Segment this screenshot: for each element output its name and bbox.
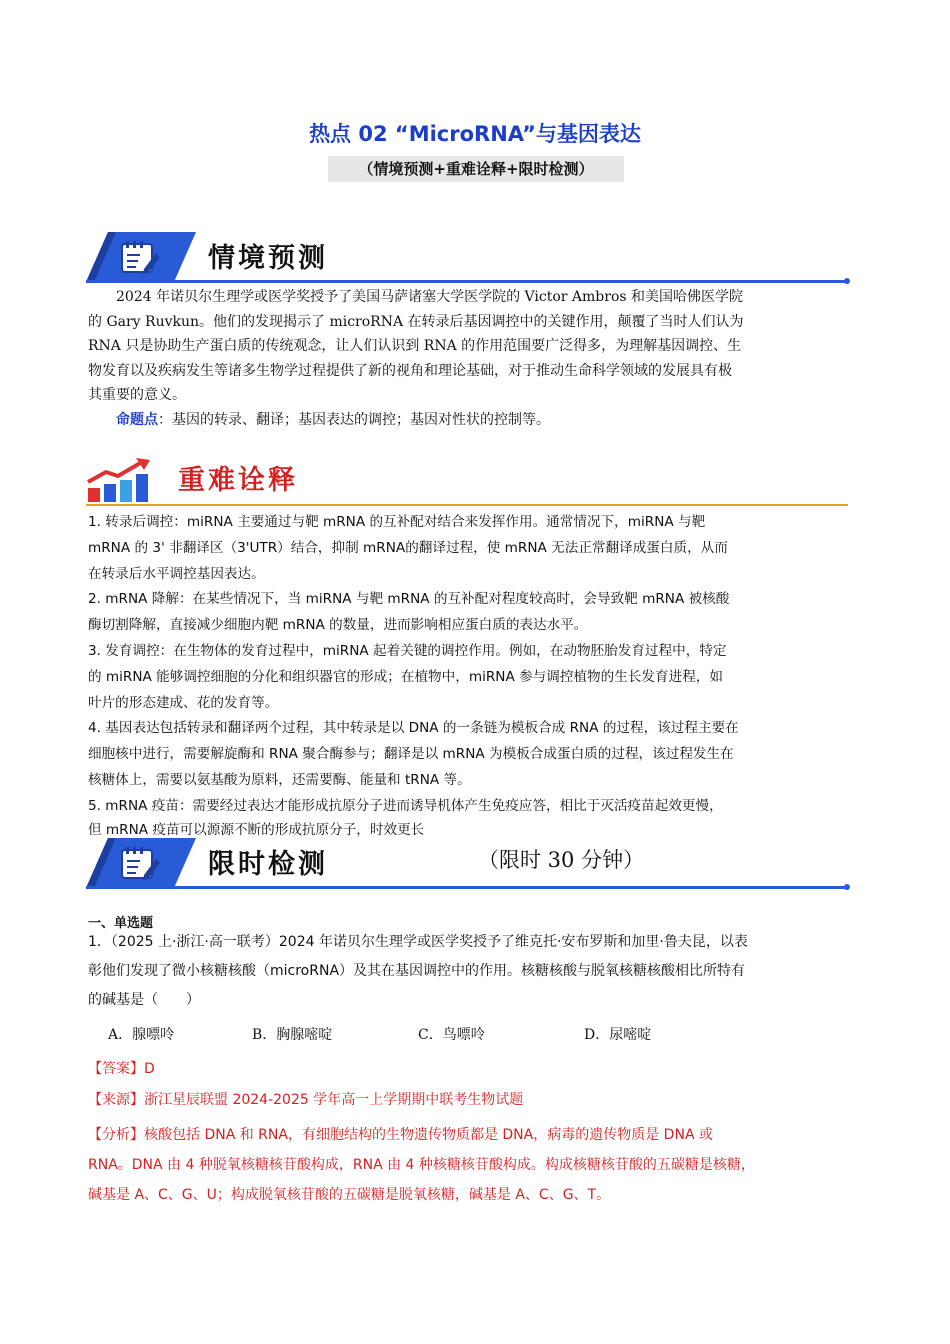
- context-line: 其重要的意义。: [88, 387, 186, 403]
- analysis-line: 【分析】核酸包括 DNA 和 RNA，有细胞结构的生物遗传物质都是 DNA，病毒的遗传物质是 DNA 或: [88, 1127, 713, 1143]
- time-limit-note: （限时 30 分钟）: [478, 848, 645, 872]
- section-heading-explain: 重难诠释: [178, 465, 298, 496]
- page-subtitle: （情境预测+重难诠释+限时检测）: [328, 156, 624, 182]
- section-rule: [86, 280, 848, 283]
- section-rule-dot: [844, 278, 850, 284]
- explain-line: 4. 基因表达包括转录和翻译两个过程，其中转录是以 DNA 的一条链为模板合成 RNA 的过程，该过程主要在: [88, 720, 739, 737]
- topic-line: [88, 408, 864, 433]
- context-line: RNA 只是协助生产蛋白质的传统观念，让人们认识到 RNA 的作用范围要广泛得多，为理解基因调控、生: [88, 338, 742, 354]
- section-rule-dot: [844, 884, 850, 890]
- question-type-heading: 一、单选题: [88, 916, 154, 931]
- section-banner-explain: [86, 456, 852, 510]
- notepad-icon: [120, 241, 160, 275]
- explain-line: mRNA 的 3' 非翻译区（3'UTR）结合，抑制 mRNA的翻译过程，使 mRNA 无法正常翻译成蛋白质，从而: [88, 539, 728, 556]
- option-c[interactable]: C．鸟嘌呤: [418, 1027, 485, 1043]
- section-banner-quiz: [86, 838, 852, 892]
- context-line: 的 Gary Ruvkun。他们的发现揭示了 microRNA 在转录后基因调控中的关键作用，颠覆了当时人们认为: [88, 313, 744, 330]
- section-rule: [86, 504, 848, 506]
- explain-line: 1. 转录后调控：miRNA 主要通过与靶 mRNA 的互补配对结合来发挥作用。通常情况下，miRNA 与靶: [88, 514, 706, 530]
- topic-label: 命题点: [116, 411, 158, 428]
- explain-line: 2. mRNA 降解：在某些情况下，当 miRNA 与靶 mRNA 的互补配对程度较高时，会导致靶 mRNA 被核酸: [88, 591, 730, 608]
- explain-list: [88, 510, 864, 840]
- explain-line: 细胞核中进行，需要解旋酶和 RNA 聚合酶参与；翻译是以 mRNA 为模板合成蛋白质的过程，该过程发生在: [88, 746, 734, 763]
- context-line: 物发育以及疾病发生等诸多生物学过程提供了新的视角和理论基础，对于推动生命科学领域的发展具有极: [88, 362, 732, 379]
- explain-line: 叶片的形态建成、花的发育等。: [88, 694, 279, 711]
- explain-line: 在转录后水平调控基因表达。: [88, 565, 265, 582]
- explain-line: 但 mRNA 疫苗可以源源不断的形成抗原分子，时效更长: [88, 821, 425, 838]
- context-paragraph: [88, 285, 864, 432]
- topic-text: ：基因的转录、翻译；基因表达的调控；基因对性状的控制等。: [158, 411, 550, 428]
- option-d[interactable]: D．尿嘧啶: [584, 1027, 652, 1043]
- question-line: 1．（2025 上·浙江·高一联考）2024 年诺贝尔生理学或医学奖授予了维克托·安布罗斯和加里·鲁夫昆，以表: [88, 934, 748, 950]
- option-b[interactable]: B．胸腺嘧啶: [252, 1027, 333, 1043]
- section-heading-context: 情境预测: [208, 243, 328, 274]
- source-line: 【来源】浙江星辰联盟 2024-2025 学年高一上学期期中联考生物试题: [88, 1092, 524, 1108]
- explain-line: 3. 发育调控：在生物体的发育过程中，miRNA 起着关键的调控作用。例如，在动物胚胎发育过程中，特定: [88, 642, 727, 659]
- explain-line: 酶切割降解，直接减少细胞内靶 mRNA 的数量，进而影响相应蛋白质的表达水平。: [88, 617, 588, 634]
- explain-line: 核糖体上，需要以氨基酸为原料，还需要酶、能量和 tRNA 等。: [88, 771, 471, 788]
- notepad-icon: [120, 847, 160, 881]
- option-a[interactable]: A．腺嘌呤: [108, 1027, 175, 1043]
- question-line: 彰他们发现了微小核糖核酸（microRNA）及其在基因调控中的作用。核糖核酸与脱氧核糖核酸相比所特有: [88, 963, 746, 979]
- question-line: 的碱基是（ ）: [88, 992, 200, 1008]
- question-1: [88, 928, 864, 1015]
- analysis-line: 碱基是 A、C、G、U；构成脱氧核苷酸的五碳糖是脱氧核糖，碱基是 A、C、G、T。: [88, 1187, 611, 1203]
- analysis-line: RNA。DNA 由 4 种脱氧核糖核苷酸构成，RNA 由 4 种核糖核苷酸构成。构成核糖核苷酸的五碳糖是核糖，: [88, 1157, 755, 1173]
- context-line: 2024 年诺贝尔生理学或医学奖授予了美国马萨诸塞大学医学院的 Victor Ambros 和美国哈佛医学院: [116, 289, 744, 305]
- page-title: 热点 02 “MicroRNA”与基因表达: [309, 122, 641, 146]
- section-heading-quiz: 限时检测: [208, 849, 328, 880]
- section-rule: [86, 886, 848, 889]
- explain-line: 5. mRNA 疫苗：需要经过表达才能形成抗原分子进而诱导机体产生免疫应答，相比于灭活疫苗起效更慢，: [88, 797, 723, 814]
- explain-line: 的 miRNA 能够调控细胞的分化和组织器官的形成；在植物中，miRNA 参与调控植物的生长发育进程，如: [88, 668, 723, 685]
- analysis-block: [88, 1120, 864, 1210]
- section-banner-context: [86, 232, 852, 286]
- answer-line: 【答案】D: [88, 1061, 155, 1077]
- bar-chart-arrow-icon: [86, 458, 152, 504]
